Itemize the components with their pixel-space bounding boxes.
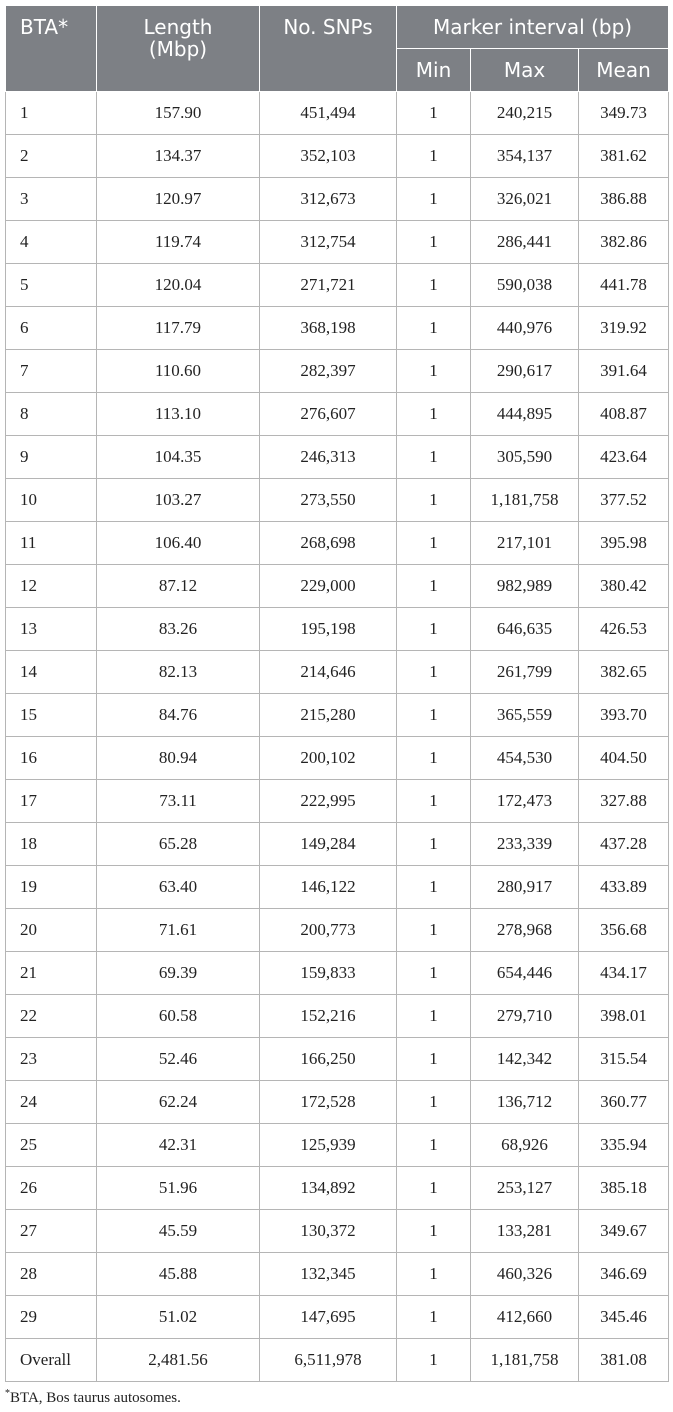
cell-max: 444,895 <box>471 393 579 436</box>
cell-mean: 385.18 <box>579 1167 669 1210</box>
cell-max: 280,917 <box>471 866 579 909</box>
cell-min: 1 <box>397 866 471 909</box>
table-row <box>6 909 669 952</box>
cell-bta: 1 <box>6 92 97 135</box>
cell-max: 654,446 <box>471 952 579 995</box>
cell-max: 365,559 <box>471 694 579 737</box>
cell-min: 1 <box>397 1167 471 1210</box>
cell-bta: 27 <box>6 1210 97 1253</box>
cell-min: 1 <box>397 1339 471 1382</box>
cell-bta: 7 <box>6 350 97 393</box>
cell-length: 63.40 <box>97 866 260 909</box>
cell-min: 1 <box>397 92 471 135</box>
table-body <box>6 92 669 1382</box>
cell-length: 51.02 <box>97 1296 260 1339</box>
cell-min: 1 <box>397 393 471 436</box>
cell-mean: 395.98 <box>579 522 669 565</box>
table-row <box>6 823 669 866</box>
cell-mean: 437.28 <box>579 823 669 866</box>
cell-bta: 9 <box>6 436 97 479</box>
cell-bta: 23 <box>6 1038 97 1081</box>
cell-max: 217,101 <box>471 522 579 565</box>
cell-no-snps: 152,216 <box>260 995 397 1038</box>
cell-max: 326,021 <box>471 178 579 221</box>
cell-max: 1,181,758 <box>471 479 579 522</box>
cell-bta: 16 <box>6 737 97 780</box>
cell-max: 279,710 <box>471 995 579 1038</box>
cell-no-snps: 130,372 <box>260 1210 397 1253</box>
cell-length: 65.28 <box>97 823 260 866</box>
cell-no-snps: 125,939 <box>260 1124 397 1167</box>
cell-length: 80.94 <box>97 737 260 780</box>
cell-max: 982,989 <box>471 565 579 608</box>
footnote-marker: * <box>5 1388 10 1399</box>
cell-bta: 22 <box>6 995 97 1038</box>
cell-no-snps: 200,773 <box>260 909 397 952</box>
table-row <box>6 264 669 307</box>
cell-length: 110.60 <box>97 350 260 393</box>
cell-no-snps: 132,345 <box>260 1253 397 1296</box>
header-min: Min <box>397 49 471 92</box>
cell-bta: 3 <box>6 178 97 221</box>
cell-max: 354,137 <box>471 135 579 178</box>
cell-max: 233,339 <box>471 823 579 866</box>
cell-mean: 380.42 <box>579 565 669 608</box>
cell-min: 1 <box>397 909 471 952</box>
snp-summary-table-container <box>5 5 668 1382</box>
cell-mean: 434.17 <box>579 952 669 995</box>
cell-no-snps: 215,280 <box>260 694 397 737</box>
cell-length: 69.39 <box>97 952 260 995</box>
cell-length: 42.31 <box>97 1124 260 1167</box>
cell-max: 253,127 <box>471 1167 579 1210</box>
cell-mean: 391.64 <box>579 350 669 393</box>
cell-min: 1 <box>397 1253 471 1296</box>
cell-min: 1 <box>397 737 471 780</box>
cell-length: 52.46 <box>97 1038 260 1081</box>
cell-length: 157.90 <box>97 92 260 135</box>
cell-no-snps: 276,607 <box>260 393 397 436</box>
header-length-line2: (Mbp) <box>148 37 208 61</box>
cell-mean: 433.89 <box>579 866 669 909</box>
cell-mean: 377.52 <box>579 479 669 522</box>
cell-no-snps: 6,511,978 <box>260 1339 397 1382</box>
cell-bta: 11 <box>6 522 97 565</box>
cell-min: 1 <box>397 608 471 651</box>
table-row <box>6 1210 669 1253</box>
cell-bta: Overall <box>6 1339 97 1382</box>
cell-bta: 28 <box>6 1253 97 1296</box>
cell-min: 1 <box>397 823 471 866</box>
cell-length: 120.04 <box>97 264 260 307</box>
table-row <box>6 866 669 909</box>
cell-min: 1 <box>397 178 471 221</box>
cell-no-snps: 134,892 <box>260 1167 397 1210</box>
cell-mean: 319.92 <box>579 307 669 350</box>
table-row <box>6 1124 669 1167</box>
cell-no-snps: 271,721 <box>260 264 397 307</box>
snp-summary-table <box>5 5 669 1382</box>
cell-no-snps: 214,646 <box>260 651 397 694</box>
cell-min: 1 <box>397 1296 471 1339</box>
cell-length: 119.74 <box>97 221 260 264</box>
cell-mean: 382.65 <box>579 651 669 694</box>
cell-min: 1 <box>397 221 471 264</box>
table-row <box>6 694 669 737</box>
table-row <box>6 1167 669 1210</box>
cell-max: 240,215 <box>471 92 579 135</box>
cell-min: 1 <box>397 995 471 1038</box>
header-max: Max <box>471 49 579 92</box>
cell-no-snps: 172,528 <box>260 1081 397 1124</box>
cell-min: 1 <box>397 264 471 307</box>
table-row <box>6 1038 669 1081</box>
cell-length: 51.96 <box>97 1167 260 1210</box>
cell-length: 117.79 <box>97 307 260 350</box>
cell-length: 82.13 <box>97 651 260 694</box>
cell-no-snps: 200,102 <box>260 737 397 780</box>
table-row <box>6 393 669 436</box>
cell-mean: 315.54 <box>579 1038 669 1081</box>
cell-mean: 423.64 <box>579 436 669 479</box>
cell-bta: 5 <box>6 264 97 307</box>
cell-min: 1 <box>397 694 471 737</box>
cell-length: 103.27 <box>97 479 260 522</box>
cell-bta: 20 <box>6 909 97 952</box>
cell-length: 60.58 <box>97 995 260 1038</box>
cell-no-snps: 312,754 <box>260 221 397 264</box>
table-row <box>6 995 669 1038</box>
cell-length: 106.40 <box>97 522 260 565</box>
table-row <box>6 1253 669 1296</box>
cell-bta: 10 <box>6 479 97 522</box>
cell-length: 84.76 <box>97 694 260 737</box>
cell-no-snps: 149,284 <box>260 823 397 866</box>
table-row <box>6 479 669 522</box>
cell-length: 83.26 <box>97 608 260 651</box>
cell-min: 1 <box>397 952 471 995</box>
header-mean: Mean <box>579 49 669 92</box>
cell-min: 1 <box>397 1038 471 1081</box>
cell-no-snps: 368,198 <box>260 307 397 350</box>
cell-no-snps: 282,397 <box>260 350 397 393</box>
cell-mean: 346.69 <box>579 1253 669 1296</box>
table-row <box>6 307 669 350</box>
cell-min: 1 <box>397 307 471 350</box>
cell-bta: 4 <box>6 221 97 264</box>
cell-mean: 393.70 <box>579 694 669 737</box>
cell-bta: 26 <box>6 1167 97 1210</box>
cell-bta: 6 <box>6 307 97 350</box>
cell-max: 454,530 <box>471 737 579 780</box>
cell-length: 45.59 <box>97 1210 260 1253</box>
cell-mean: 327.88 <box>579 780 669 823</box>
cell-min: 1 <box>397 1124 471 1167</box>
cell-max: 172,473 <box>471 780 579 823</box>
header-no-snps: No. SNPs <box>260 6 397 92</box>
cell-no-snps: 195,198 <box>260 608 397 651</box>
cell-mean: 382.86 <box>579 221 669 264</box>
cell-no-snps: 159,833 <box>260 952 397 995</box>
cell-bta: 18 <box>6 823 97 866</box>
cell-min: 1 <box>397 479 471 522</box>
cell-bta: 21 <box>6 952 97 995</box>
cell-mean: 381.62 <box>579 135 669 178</box>
table-row <box>6 135 669 178</box>
table-header <box>6 6 669 92</box>
table-row <box>6 608 669 651</box>
footnote-text: BTA, Bos taurus autosomes. <box>10 1390 181 1406</box>
cell-mean: 386.88 <box>579 178 669 221</box>
cell-no-snps: 451,494 <box>260 92 397 135</box>
cell-min: 1 <box>397 350 471 393</box>
cell-min: 1 <box>397 780 471 823</box>
cell-length: 2,481.56 <box>97 1339 260 1382</box>
cell-max: 286,441 <box>471 221 579 264</box>
cell-bta: 24 <box>6 1081 97 1124</box>
cell-max: 646,635 <box>471 608 579 651</box>
cell-length: 120.97 <box>97 178 260 221</box>
cell-bta: 14 <box>6 651 97 694</box>
cell-min: 1 <box>397 436 471 479</box>
table-row <box>6 737 669 780</box>
cell-mean: 398.01 <box>579 995 669 1038</box>
table-row <box>6 651 669 694</box>
cell-length: 73.11 <box>97 780 260 823</box>
cell-bta: 15 <box>6 694 97 737</box>
cell-mean: 404.50 <box>579 737 669 780</box>
cell-no-snps: 146,122 <box>260 866 397 909</box>
cell-min: 1 <box>397 651 471 694</box>
cell-no-snps: 312,673 <box>260 178 397 221</box>
cell-max: 278,968 <box>471 909 579 952</box>
table-row <box>6 522 669 565</box>
cell-bta: 17 <box>6 780 97 823</box>
cell-bta: 8 <box>6 393 97 436</box>
header-length <box>97 6 260 92</box>
cell-mean: 356.68 <box>579 909 669 952</box>
cell-no-snps: 166,250 <box>260 1038 397 1081</box>
cell-max: 261,799 <box>471 651 579 694</box>
table-row <box>6 780 669 823</box>
cell-no-snps: 222,995 <box>260 780 397 823</box>
cell-mean: 360.77 <box>579 1081 669 1124</box>
cell-max: 290,617 <box>471 350 579 393</box>
cell-max: 590,038 <box>471 264 579 307</box>
cell-bta: 29 <box>6 1296 97 1339</box>
cell-length: 62.24 <box>97 1081 260 1124</box>
cell-length: 45.88 <box>97 1253 260 1296</box>
cell-max: 305,590 <box>471 436 579 479</box>
table-row <box>6 1081 669 1124</box>
cell-mean: 349.67 <box>579 1210 669 1253</box>
cell-min: 1 <box>397 1210 471 1253</box>
cell-bta: 2 <box>6 135 97 178</box>
cell-max: 412,660 <box>471 1296 579 1339</box>
cell-min: 1 <box>397 565 471 608</box>
cell-mean: 441.78 <box>579 264 669 307</box>
cell-length: 104.35 <box>97 436 260 479</box>
cell-max: 1,181,758 <box>471 1339 579 1382</box>
cell-bta: 25 <box>6 1124 97 1167</box>
header-bta: BTA* <box>6 6 97 92</box>
table-footnote <box>5 1388 181 1407</box>
header-length-line1: Length <box>143 15 213 39</box>
cell-length: 71.61 <box>97 909 260 952</box>
table-row <box>6 436 669 479</box>
table-row <box>6 92 669 135</box>
cell-no-snps: 229,000 <box>260 565 397 608</box>
table-row <box>6 565 669 608</box>
cell-max: 440,976 <box>471 307 579 350</box>
table-row <box>6 1296 669 1339</box>
cell-no-snps: 273,550 <box>260 479 397 522</box>
cell-max: 460,326 <box>471 1253 579 1296</box>
cell-bta: 19 <box>6 866 97 909</box>
table-row <box>6 952 669 995</box>
cell-mean: 408.87 <box>579 393 669 436</box>
cell-bta: 13 <box>6 608 97 651</box>
cell-length: 134.37 <box>97 135 260 178</box>
cell-length: 87.12 <box>97 565 260 608</box>
cell-length: 113.10 <box>97 393 260 436</box>
table-row <box>6 178 669 221</box>
cell-max: 142,342 <box>471 1038 579 1081</box>
cell-mean: 349.73 <box>579 92 669 135</box>
cell-max: 68,926 <box>471 1124 579 1167</box>
cell-bta: 12 <box>6 565 97 608</box>
header-marker-interval: Marker interval (bp) <box>397 6 669 49</box>
header-row-top <box>6 6 669 49</box>
cell-min: 1 <box>397 135 471 178</box>
cell-min: 1 <box>397 522 471 565</box>
cell-mean: 345.46 <box>579 1296 669 1339</box>
cell-max: 133,281 <box>471 1210 579 1253</box>
cell-min: 1 <box>397 1081 471 1124</box>
table-row <box>6 1339 669 1382</box>
table-row <box>6 221 669 264</box>
cell-mean: 381.08 <box>579 1339 669 1382</box>
cell-no-snps: 352,103 <box>260 135 397 178</box>
cell-no-snps: 246,313 <box>260 436 397 479</box>
cell-mean: 335.94 <box>579 1124 669 1167</box>
cell-no-snps: 147,695 <box>260 1296 397 1339</box>
cell-max: 136,712 <box>471 1081 579 1124</box>
cell-mean: 426.53 <box>579 608 669 651</box>
cell-no-snps: 268,698 <box>260 522 397 565</box>
table-row <box>6 350 669 393</box>
